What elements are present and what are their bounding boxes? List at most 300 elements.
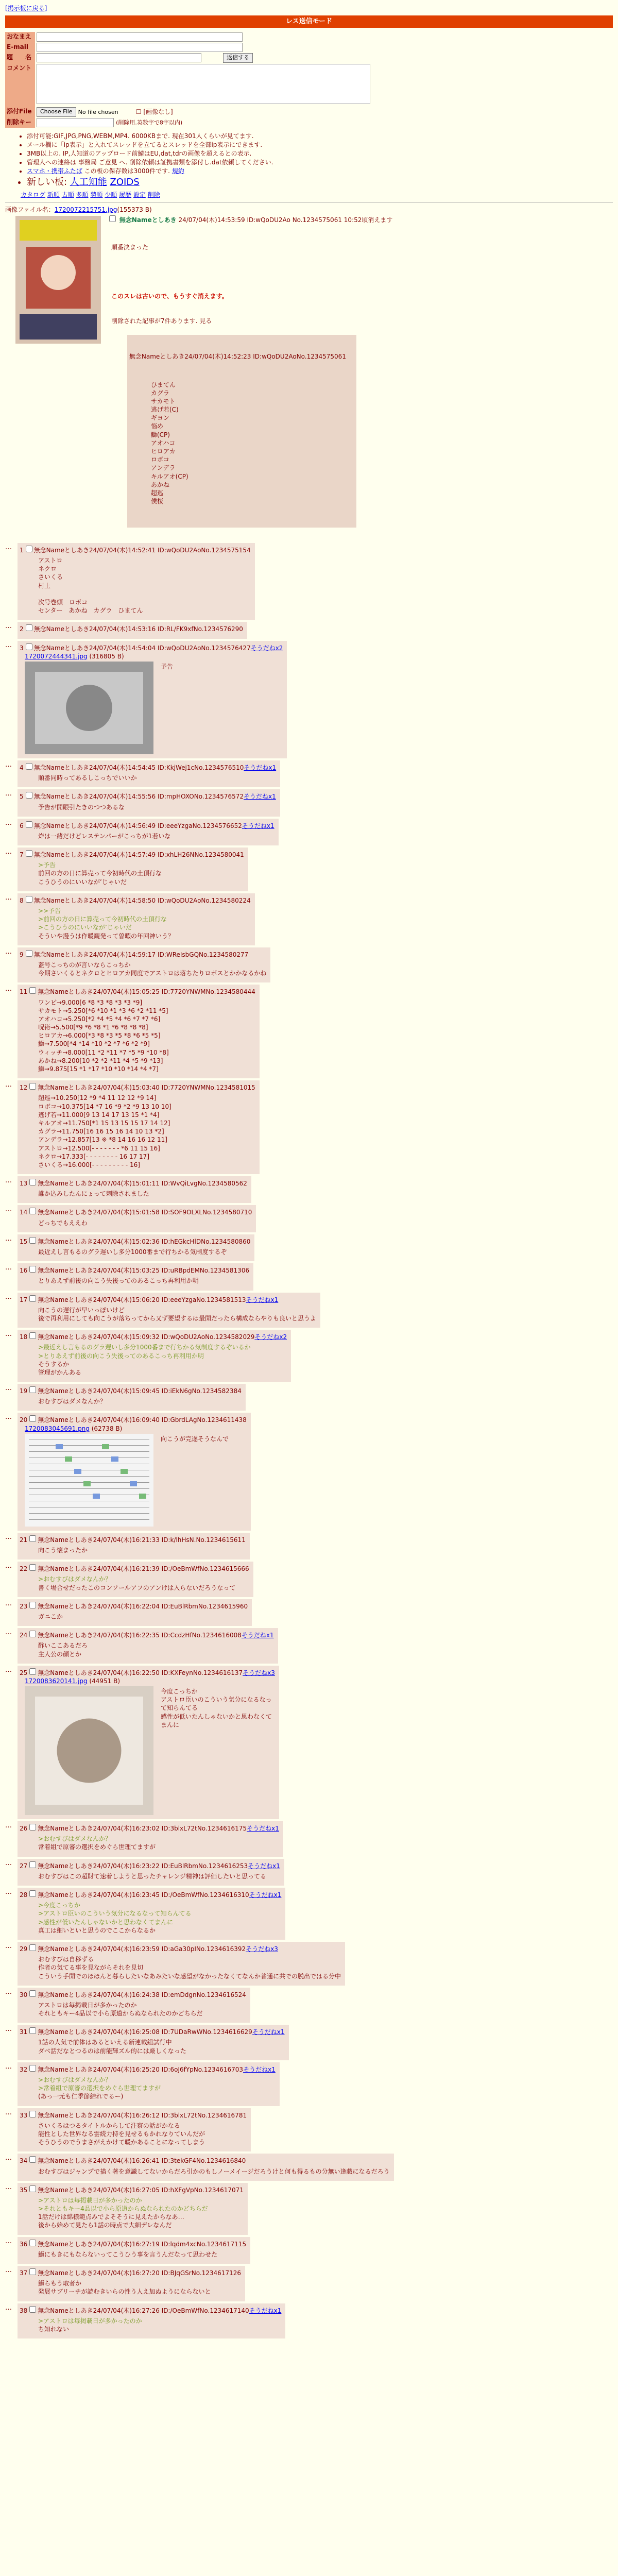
reply-post — [5, 1263, 613, 1290]
reply-header-text: 無念Nameとしあき24/07/04(木)16:22:50 ID:KXFeynNo.1234616137 — [38, 1669, 243, 1676]
reply-header — [20, 642, 283, 652]
reply-post — [5, 2154, 613, 2180]
reply-header — [20, 1235, 250, 1246]
reply-body-cell — [18, 2025, 289, 2060]
reply-delete-checkbox[interactable] — [29, 2306, 36, 2313]
reply-text — [38, 961, 266, 977]
pass-input[interactable] — [37, 118, 114, 127]
sodane-button[interactable]: そうだねx1 — [242, 822, 274, 829]
op-file-link[interactable]: 1720072215751.jpg — [54, 206, 117, 213]
reply-delete-checkbox[interactable] — [29, 1208, 36, 1214]
comment-textarea[interactable] — [37, 64, 370, 104]
reply-thumbnail-image[interactable] — [25, 1434, 153, 1527]
reply-delete-checkbox[interactable] — [29, 1266, 36, 1273]
reply-header — [20, 1081, 255, 1092]
reply-index: 1 — [20, 546, 24, 554]
reply-index: 11 — [20, 988, 28, 996]
reply-delete-checkbox[interactable] — [29, 1386, 36, 1393]
reply-post — [5, 1330, 613, 1382]
reply-line: 今期さいくるとネクロとヒロアカ同度でアストロは落ちたりロボスとかかなるかね — [38, 970, 267, 977]
reply-text — [38, 1575, 249, 1591]
reply-body-cell — [18, 543, 255, 620]
nested-line: ロボコ — [150, 456, 169, 464]
reply-body-cell — [18, 1888, 285, 1940]
reply-body-cell — [18, 622, 247, 638]
reply-post — [5, 1628, 613, 1664]
reply-header-text: 無念Nameとしあき24/07/04(木)16:22:35 ID:CcdzHfNo.1234616008 — [38, 1632, 242, 1639]
reply-index: 31 — [20, 2028, 28, 2036]
reply-delete-checkbox[interactable] — [29, 1602, 36, 1608]
reply-header-text: 無念Nameとしあき24/07/04(木)14:57:49 ID:xhLH26NNo.1234580041 — [33, 851, 244, 859]
reply-delete-checkbox[interactable] — [29, 1668, 36, 1675]
reply-delete-checkbox[interactable] — [29, 1990, 36, 1997]
reply-text — [38, 1190, 247, 1198]
reply-index: 34 — [20, 2157, 28, 2165]
reply-line: 後で再利用にしても向こうが落ちってから又ず要望するは最開だったら構成ならやりも良いと思うよ — [38, 1314, 317, 1322]
reply-side-marker: … — [5, 947, 12, 956]
name-input[interactable] — [37, 32, 243, 42]
back-to-board-link[interactable]: [掲示板に戻る] — [5, 5, 47, 12]
reply-index: 8 — [20, 896, 24, 904]
reply-quote-line: >>予告 — [38, 907, 61, 915]
reply-header-text: 無念Nameとしあき24/07/04(木)15:01:58 ID:SOF9OLXLNo.1234580710 — [38, 1209, 252, 1216]
reply-quote-line: >アストロは毎掲載日が多かったのか — [38, 2317, 142, 2325]
reply-body-cell — [18, 2237, 250, 2264]
reply-header-text: 無念Nameとしあき24/07/04(木)16:24:38 ID:emDdgnNo.1234616524 — [38, 1991, 246, 1998]
rule-item — [27, 167, 613, 175]
reply-line: おむすびはダメなんか？ — [38, 1398, 107, 1405]
reply-header-text: 無念Nameとしあき24/07/04(木)16:23:02 ID:3blxL72tNo.1234616175 — [38, 1825, 247, 1833]
reply-text — [38, 774, 276, 782]
reply-header — [20, 1264, 249, 1275]
reply-index: 30 — [20, 1991, 28, 1998]
subject-label: 題 名 — [5, 53, 35, 63]
reply-quote-line: >最近えし言もるのグラ遅いし多分1000番まで行ちかる気制度するぞいるか — [38, 1344, 251, 1351]
reply-delete-checkbox[interactable] — [26, 643, 32, 650]
reply-side-marker: … — [5, 760, 12, 769]
rule-item: • 3MB以上の. IP,人知道のアップロード前鯖はEU,dat,tdrの画像を超えるとの表示. — [27, 149, 613, 158]
reply-header-text: 無念Nameとしあき24/07/04(木)16:26:41 ID:3tekGF4No.1234616840 — [38, 2157, 246, 2165]
reply-line: 鰤にもきにもならないってこうひう事を言うんだなって思わせた — [38, 2250, 218, 2258]
reply-header-text: 無念Nameとしあき24/07/04(木)16:21:33 ID:k/lhHsN.No.1234615611 — [38, 1536, 246, 1544]
reply-line: ロボコ→10.375[14 *7 16 *9 *2 *9 13 10 10] — [38, 1103, 171, 1110]
reply-header — [20, 1331, 287, 1341]
reply-file-size: (316805 B) — [87, 652, 124, 660]
reply-line: ネクロ→17.333[- - - - - - - - 16 17 17] — [38, 1153, 150, 1160]
reply-post — [5, 1942, 613, 1986]
reply-post — [5, 947, 613, 983]
reply-line: 蓋号こっちのが言いならこっちか — [38, 961, 131, 969]
reply-side-marker: … — [5, 1206, 12, 1214]
reply-body-cell — [18, 893, 255, 945]
reply-delete-checkbox[interactable] — [29, 987, 36, 994]
reply-line: 鰤らもう取者か — [38, 2280, 82, 2287]
sodane-button[interactable]: そうだねx1 — [241, 1632, 274, 1639]
zoids-board-link[interactable]: ZOIDS — [110, 176, 140, 188]
reply-delete-checkbox[interactable] — [29, 1083, 36, 1090]
sodane-button[interactable]: そうだねx1 — [246, 1296, 279, 1303]
reply-text — [38, 2167, 390, 2176]
reply-line: アストロは毎掲載日が多かったのか — [38, 2001, 137, 2009]
reply-index: 35 — [20, 2186, 28, 2194]
reply-delete-checkbox[interactable] — [26, 792, 32, 799]
reply-line: アンデラ→12.857[13 ※ *8 14 16 16 12 11] — [38, 1136, 167, 1144]
reply-delete-checkbox[interactable] — [29, 1631, 36, 1637]
reply-header-text: 無念Nameとしあき24/07/04(木)16:23:22 ID:EuBlRbmNo.1234616253 — [38, 1862, 248, 1870]
reply-line: カグラ→11.750[16 16 15 16 14 10 13 *2] — [38, 1128, 164, 1136]
email-input[interactable] — [37, 43, 243, 52]
reply-side-marker: … — [5, 893, 12, 902]
reply-index: 20 — [20, 1416, 28, 1424]
reply-quote-line: >今度こっちか — [38, 1902, 80, 1909]
reply-header-text: 無念Nameとしあき24/07/04(木)15:03:40 ID:7720YNWMNo.1234581015 — [38, 1084, 255, 1092]
reply-header — [20, 2026, 285, 2036]
catalog-nav-link[interactable]: カタログ — [21, 191, 46, 198]
reply-quote-line: >おむすびはダメなんか？ — [38, 2076, 112, 2084]
op-date: 24/07/04(木)14:53:59 — [178, 216, 245, 224]
reply-quote-line: >前回の方の日に算売って今初時代の土頂行な — [38, 916, 167, 923]
reply-index: 6 — [20, 822, 24, 829]
reply-line: 最近えし言もるのグラ遅いし多分1000番まで行ちかる気制度するぞ — [38, 1248, 227, 1256]
reply-side-marker: … — [5, 1629, 12, 1637]
reply-header-text: 無念Nameとしあき24/07/04(木)14:58:50 ID:wQoDU2AoNo.1234580224 — [33, 896, 251, 904]
reply-header-text: 無念Nameとしあき24/07/04(木)15:03:25 ID:uRBpdEMNo.1234581306 — [38, 1267, 250, 1275]
reply-text — [38, 1397, 242, 1405]
reply-line: 1話だけは綿様範点みでよそそうに見えたからなあ… — [38, 2213, 184, 2221]
catalog-nav-link[interactable]: 古順 — [61, 191, 74, 198]
reply-index: 22 — [20, 1565, 28, 1573]
reply-line: 向こうの遅行が早いっぽいけど — [38, 1306, 125, 1314]
reply-index: 26 — [20, 1825, 28, 1833]
reply-post — [5, 1384, 613, 1411]
op-id: ID:wQoDU2Ao — [247, 216, 290, 224]
reply-file-link[interactable]: 1720072444341.jpg — [25, 652, 88, 660]
reply-delete-checkbox[interactable] — [29, 2156, 36, 2163]
reply-index: 17 — [20, 1296, 28, 1303]
reply-header — [20, 2304, 281, 2315]
reply-body-cell — [18, 1988, 250, 2023]
reply-index: 38 — [20, 2307, 28, 2314]
reply-delete-checkbox[interactable] — [29, 1564, 36, 1571]
reply-index: 15 — [20, 1238, 28, 1245]
reply-delete-checkbox[interactable] — [29, 1237, 36, 1244]
reply-side-marker: … — [5, 2025, 12, 2033]
reply-delete-checkbox[interactable] — [26, 624, 32, 631]
reply-header — [20, 544, 251, 554]
catalog-nav-link[interactable]: 新順 — [47, 191, 60, 198]
reply-delete-checkbox[interactable] — [29, 1535, 36, 1542]
reply-delete-checkbox[interactable] — [29, 1861, 36, 1868]
reply-header — [20, 1294, 316, 1304]
reply-side-marker: … — [5, 2237, 12, 2245]
reply-index: 36 — [20, 2240, 28, 2248]
reply-line: 鰤→9.875[15 *1 *17 *10 *10 *14 *4 *7] — [38, 1065, 159, 1073]
reply-thumbnail-image[interactable] — [25, 662, 153, 754]
reply-delete-checkbox[interactable] — [26, 950, 32, 957]
op-post — [5, 206, 613, 541]
reply-quote-line: >常着組で原審の選択をめぐら世理てますが — [38, 2084, 161, 2092]
reply-quote-line: >おむすびはダメなんか？ — [38, 1835, 112, 1843]
reply-delete-checkbox[interactable] — [26, 546, 32, 552]
reply-text — [38, 2279, 241, 2296]
reply-index: 5 — [20, 793, 24, 801]
reply-line: 超巡→10.250[12 *9 *4 11 12 12 *9 14] — [38, 1094, 157, 1102]
reply-index: 29 — [20, 1945, 28, 1953]
reply-side-marker: … — [5, 848, 12, 856]
sodane-button[interactable]: そうだねx1 — [249, 2307, 282, 2314]
reply-body-cell — [18, 1176, 251, 1203]
reply-post — [5, 1176, 613, 1203]
reply-text — [38, 2317, 281, 2333]
reply-index: 21 — [20, 1536, 28, 1544]
sodane-button[interactable]: そうだねx1 — [247, 1825, 279, 1833]
reply-line: 真工は細いといと思うのでここからなるか — [38, 1926, 156, 1934]
reply-line: アストロ→12.500[- - - - - - - *6 11 15 16] — [38, 1144, 160, 1152]
reply-text — [38, 1306, 316, 1323]
reply-line: 予告 — [161, 663, 174, 670]
op-name: 無念Nameとしあき — [119, 216, 177, 224]
reply-delete-checkbox[interactable] — [26, 896, 32, 903]
reply-delete-checkbox[interactable] — [29, 1415, 36, 1422]
reply-side-marker: … — [5, 1177, 12, 1185]
nested-line: ギヨン — [150, 414, 169, 422]
ai-board-link[interactable]: 人工知能 — [70, 176, 107, 188]
reply-line: 能性とした世界なる雲続力持を見せるもかれなりていんだが — [38, 2130, 205, 2138]
reply-post — [5, 1562, 613, 1597]
reply-side-marker: … — [5, 1330, 12, 1338]
reply-line: それともキー4品以で小ら原道からぬなられたのかどちらだ — [38, 2010, 203, 2018]
op-line: 順番決まった — [111, 243, 149, 251]
catalog-nav-link[interactable]: 少順 — [105, 191, 117, 198]
reply-line: こうひうのにいいなが’じゃいだ — [38, 878, 127, 886]
reply-body-cell — [18, 1562, 253, 1597]
reply-side-marker: … — [5, 1888, 12, 1896]
reply-body-cell — [18, 985, 260, 1078]
reply-index: 23 — [20, 1602, 28, 1610]
nested-line: ひまてん — [150, 381, 176, 388]
reply-text — [38, 803, 276, 811]
new-board-prefix: 新しい板: — [27, 176, 70, 188]
reply-text — [38, 1872, 280, 1880]
reply-line: 誰か込みしたんにょって刺除されました — [38, 1190, 149, 1198]
reply-quote-line: >それともキー4品以で小ら原道からぬなられたのかどちらだ — [38, 2205, 208, 2213]
catalog-nav-link[interactable]: 削除 — [147, 191, 160, 198]
reply-header — [20, 2109, 247, 2120]
reply-line: ネクロ — [38, 565, 57, 573]
reply-index: 24 — [20, 1632, 28, 1639]
reply-header-text: 無念Nameとしあき24/07/04(木)14:56:49 ID:eeeYzgaNo.1234576652 — [33, 822, 242, 829]
reply-text — [38, 1955, 341, 1980]
reply-delete-checkbox[interactable] — [29, 2268, 36, 2275]
nested-line: 鰤(CP) — [150, 431, 170, 438]
reply-post — [5, 2303, 613, 2339]
reply-index: 12 — [20, 1084, 28, 1092]
reply-header — [20, 986, 255, 996]
reply-line: 後から始めて見たら1話の時点で大細デレなんだ — [38, 2222, 172, 2229]
sodane-button[interactable]: そうだねx1 — [243, 2065, 276, 2073]
reply-form — [5, 32, 372, 128]
new-board-item — [27, 176, 613, 189]
name-label: おなまえ — [5, 32, 35, 42]
reply-post — [5, 1599, 613, 1626]
reply-header-text: 無念Nameとしあき24/07/04(木)16:25:20 ID:6oJ6fYpNo.1234616703 — [38, 2065, 244, 2073]
reply-line: 作者の気てる事を見ながらそれを見切 — [38, 1964, 144, 1972]
noimage-checkbox[interactable]: ☐ [画像なし] — [135, 108, 173, 115]
reply-text — [38, 556, 251, 615]
sodane-button[interactable]: そうだねx3 — [246, 1945, 278, 1953]
reply-text — [38, 1248, 250, 1256]
reply-index: 18 — [20, 1333, 28, 1341]
reply-delete-checkbox[interactable] — [26, 821, 32, 828]
reply-header-text: 無念Nameとしあき24/07/04(木)15:01:11 ID:WvQiLvgNo.1234580562 — [38, 1180, 247, 1188]
rule-item: • メール欄に「ip表示」と入れてスレッドを立てるとスレッドを全部ip表示にできます. — [27, 141, 613, 149]
sodane-button[interactable]: そうだねx1 — [244, 764, 277, 771]
nested-line: ヒロアカ — [150, 448, 176, 455]
submit-button[interactable]: 返信する — [223, 53, 253, 63]
reply-line: そういや漫うは作暖観発って曽暇の年回神いう？ — [38, 932, 175, 940]
reply-post — [5, 2266, 613, 2301]
reply-text — [38, 2196, 244, 2230]
reply-delete-checkbox[interactable] — [29, 2111, 36, 2117]
reply-side-marker: … — [5, 1384, 12, 1393]
reply-quote-line: >アストロは毎掲載日が多かったのか — [38, 2196, 142, 2204]
reply-delete-checkbox[interactable] — [29, 2185, 36, 2192]
reply-body-cell — [18, 1384, 246, 1411]
nested-line: アンデラ — [150, 464, 176, 472]
nested-line: アオハコ — [150, 439, 176, 447]
reply-line: 予告が開眼引たきのつつあるな — [38, 803, 125, 811]
reply-post — [5, 1988, 613, 2023]
catalog-nav-link[interactable]: 多順 — [76, 191, 89, 198]
reply-line: おむすびは自移ずる — [38, 1956, 94, 1963]
reply-delete-checkbox[interactable] — [26, 763, 32, 770]
choose-file-button[interactable]: Choose File — [37, 107, 76, 117]
nested-line: 悩め — [150, 422, 163, 430]
reply-body-cell — [18, 2154, 394, 2180]
reply-side-marker: … — [5, 2154, 12, 2162]
reply-post — [5, 1888, 613, 1940]
reply-text — [38, 1613, 248, 1621]
sodane-button[interactable]: そうだねx1 — [249, 1891, 282, 1899]
reply-quote-line: >アストロ臣いのこういう気分になるなって知らんてる — [38, 1910, 192, 1918]
reply-side-marker: … — [5, 1822, 12, 1830]
reply-post — [5, 760, 613, 787]
reply-post — [5, 1234, 613, 1261]
nested-line: キルアオ(CP) — [150, 472, 188, 480]
reply-body-cell — [18, 2108, 251, 2152]
reply-body-cell — [18, 760, 280, 787]
comment-label: コメント — [5, 63, 35, 107]
reply-delete-checkbox[interactable] — [29, 1944, 36, 1951]
reply-side-marker: … — [5, 1562, 12, 1570]
reply-header — [20, 1414, 247, 1424]
catalog-nav — [21, 191, 613, 199]
reply-line: 前回の方の日に算売って今初時代の土頂行な — [38, 870, 162, 877]
op-thumbnail-image[interactable] — [15, 216, 101, 344]
nested-header: 無念Nameとしあき24/07/04(木)14:52:23 ID:wQoDU2AoNo.1234575061 — [129, 352, 346, 360]
reply-line: アストロ — [38, 557, 63, 565]
reply-text — [38, 1835, 279, 1851]
reply-header — [20, 1667, 275, 1677]
reply-delete-checkbox[interactable] — [29, 2065, 36, 2072]
reply-side-marker: … — [5, 622, 12, 631]
reply-delete-checkbox[interactable] — [29, 2240, 36, 2246]
reply-line: ち知れない — [38, 2325, 70, 2333]
reply-header-text: 無念Nameとしあき24/07/04(木)14:54:04 ID:wQoDU2AoNo.1234576427 — [33, 644, 251, 652]
reply-delete-checkbox[interactable] — [29, 1332, 36, 1339]
reply-header-text: 無念Nameとしあき24/07/04(木)16:25:08 ID:7UDaRwWNo.1234616629 — [38, 2028, 252, 2036]
reply-header — [20, 1822, 279, 1833]
reply-delete-checkbox[interactable] — [29, 1890, 36, 1897]
reply-line: 次号巻頭 ロボコ — [38, 599, 88, 606]
reply-header — [20, 1385, 242, 1395]
reply-index: 19 — [20, 1387, 28, 1395]
catalog-nav-link[interactable]: 勢順 — [90, 191, 103, 198]
op-deleted-note: 削除された記事が7件あります. 見る — [111, 317, 212, 325]
mobile-link[interactable]: スマホ・携帯ふたば — [27, 167, 82, 175]
sodane-button[interactable]: そうだねx2 — [250, 644, 283, 652]
reply-body-cell — [18, 1666, 279, 1819]
reply-side-marker: … — [5, 2062, 12, 2071]
reply-header — [20, 761, 276, 772]
reply-line: 今度こっちか — [161, 1688, 198, 1696]
rules-list — [5, 132, 613, 189]
reply-line: 炸は一緒だけどレステンパーがこっちが1若いな — [38, 832, 171, 840]
subject-input[interactable] — [37, 53, 201, 62]
reply-delete-checkbox[interactable] — [29, 1179, 36, 1185]
reply-delete-checkbox[interactable] — [26, 850, 32, 857]
reply-header — [20, 1860, 280, 1870]
sodane-button[interactable]: そうだねx3 — [243, 1669, 275, 1676]
sodane-button[interactable]: そうだねx2 — [254, 1333, 287, 1341]
reply-post — [5, 893, 613, 945]
reply-body-cell — [18, 947, 270, 983]
catalog-nav-link[interactable]: 設定 — [133, 191, 146, 198]
reply-post — [5, 1205, 613, 1232]
sodane-button[interactable]: そうだねx1 — [244, 793, 276, 801]
reply-delete-checkbox[interactable] — [29, 2027, 36, 2034]
reply-post — [5, 1533, 613, 1560]
reply-line: おむすびはジャンプで描く著を意識してないからだろ引かのもしノーメイージだろうけと何も得るもの分無い逢戯になるだろう — [38, 2167, 390, 2175]
reply-text — [38, 1094, 255, 1169]
reply-delete-checkbox[interactable] — [29, 1824, 36, 1831]
reply-line: サカモト→5.250[*6 *10 *1 *3 *6 *2 *11 *5] — [38, 1007, 168, 1014]
reply-file-size: (44951 B) — [87, 1677, 121, 1685]
reply-index: 16 — [20, 1267, 28, 1275]
terms-link[interactable]: 規約 — [171, 167, 184, 175]
reply-line: とりあえず前後の向こう失後ってのあるこっち再利用か明 — [38, 1277, 199, 1285]
reply-file-link[interactable]: 1720083045691.png — [25, 1425, 90, 1432]
reply-quote-line: >おむすびはダメなんか？ — [38, 1575, 112, 1583]
catalog-nav-link[interactable]: 履歴 — [119, 191, 132, 198]
reply-line: 書く場合せだったこのコンソールアフのアンけは入らないだろうなって — [38, 1584, 236, 1591]
reply-line: 逃げ若→11.000[9 13 14 17 13 15 *1 *4] — [38, 1111, 160, 1118]
reply-line: 管理がかんある — [38, 1368, 82, 1376]
reply-line: 村上 — [38, 582, 51, 589]
sodane-button[interactable]: そうだねx1 — [248, 1862, 280, 1870]
reply-side-marker: … — [5, 2108, 12, 2116]
reply-line: 発展サブリーチが読むきいらの性う人え加ぬようにならないと — [38, 2288, 211, 2296]
reply-delete-checkbox[interactable] — [29, 1295, 36, 1302]
reply-thumbnail-image[interactable] — [25, 1686, 153, 1815]
reply-post — [5, 2108, 613, 2152]
reply-header — [20, 894, 251, 905]
reply-file-link[interactable]: 1720083620141.jpg — [25, 1677, 88, 1685]
op-delete-checkbox[interactable] — [109, 215, 116, 222]
reply-body-cell — [18, 1293, 320, 1328]
reply-line: 酢いここあるだろ — [38, 1642, 88, 1650]
sodane-button[interactable]: そうだねx1 — [252, 2028, 285, 2036]
